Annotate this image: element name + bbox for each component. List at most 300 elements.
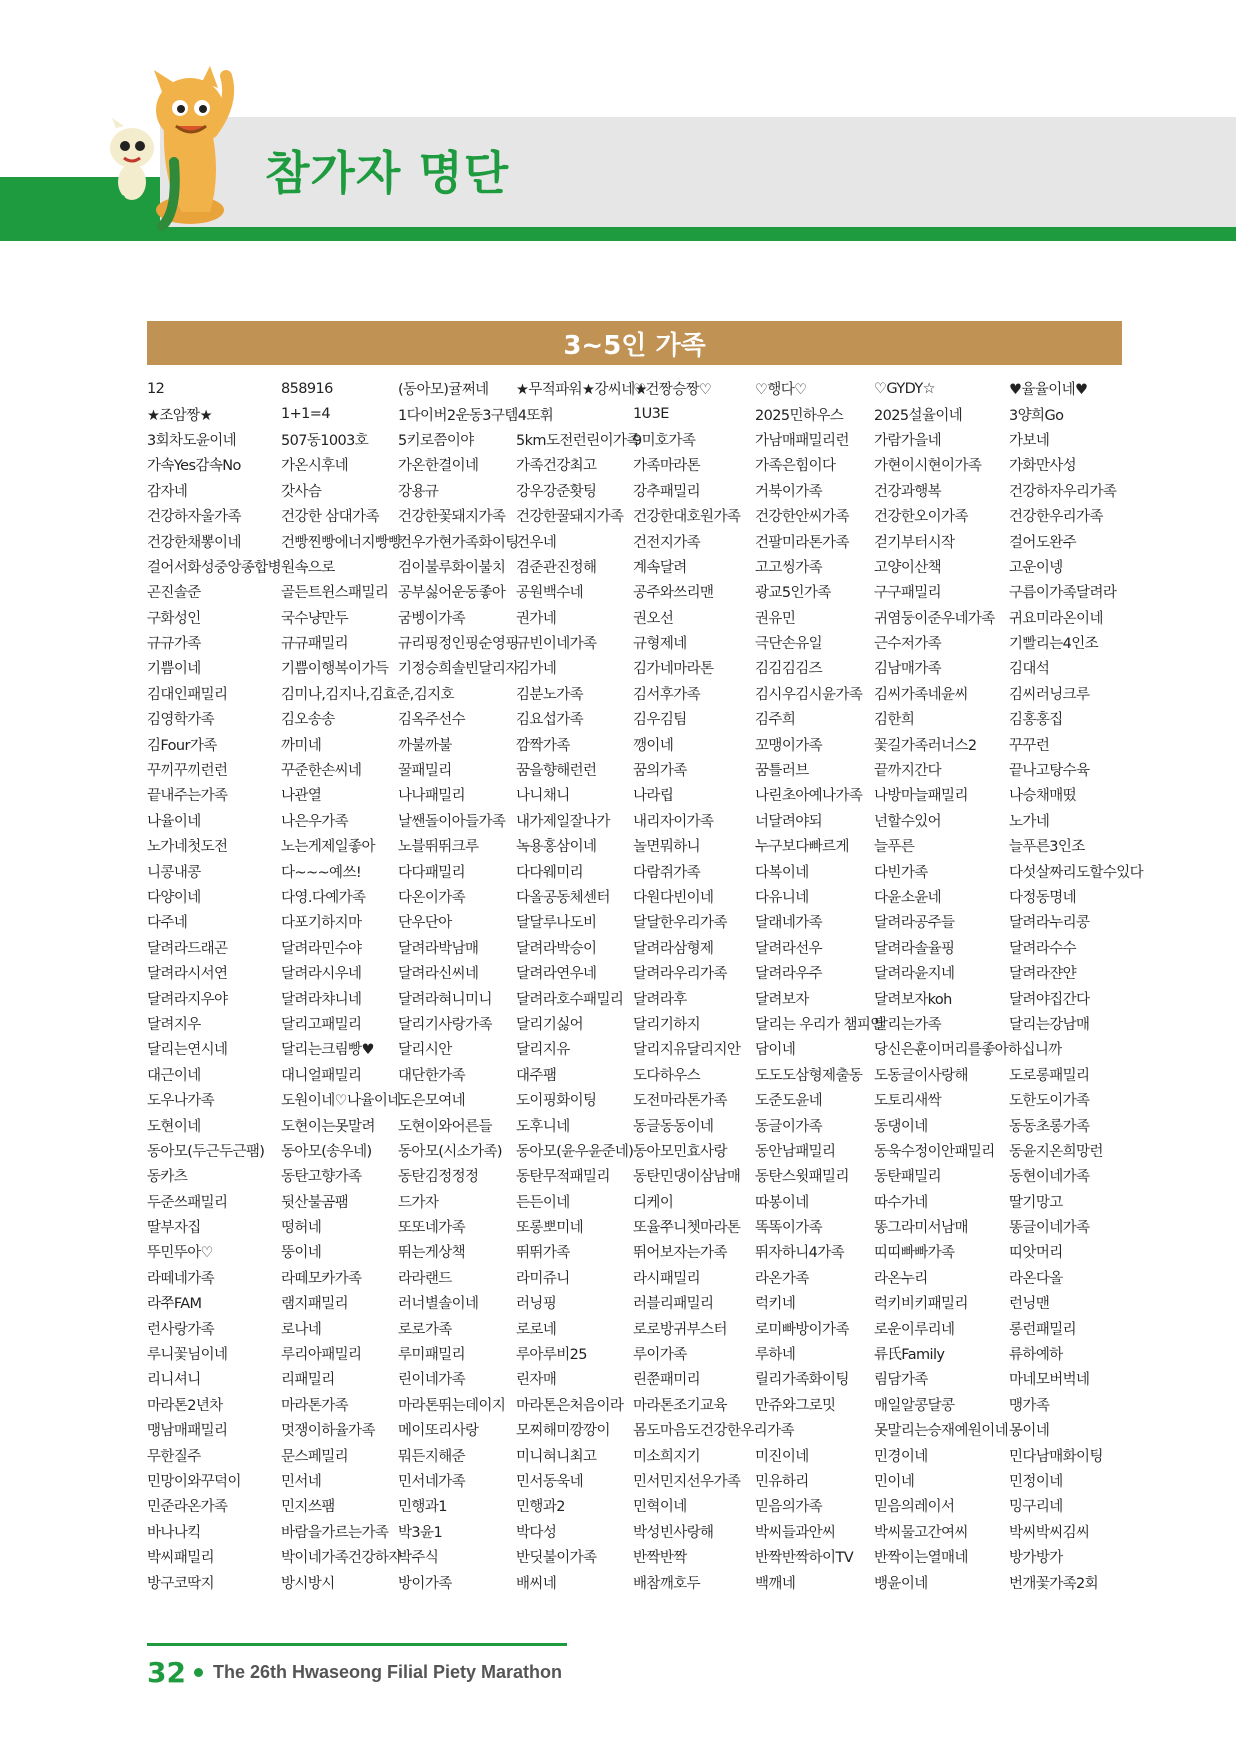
participant-name: 민지쓰팸 (281, 1499, 335, 1516)
participant-name: 1다이버2운동3구템4또휘 (398, 407, 554, 424)
participant-name: 라시패밀리 (633, 1270, 701, 1287)
participant-name: 동글이가족 (755, 1118, 823, 1135)
participant-name: 리니셔니 (147, 1372, 201, 1389)
participant-name: 라떼네가족 (147, 1270, 215, 1287)
participant-name: 달려라윤지네 (874, 966, 955, 983)
participant-name: 꿈의가족 (633, 763, 687, 780)
participant-name: 끝까지간다 (874, 763, 942, 780)
participant-name: 노는게제일좋아 (281, 839, 375, 856)
participant-name: 동욱수정이안패밀리 (874, 1143, 995, 1160)
participant-name: 꿈을향해런런 (516, 763, 597, 780)
participant-name: 김가네마라톤 (633, 661, 714, 678)
participant-name: 박씨물고간여씨 (874, 1524, 968, 1541)
participant-name: 다~~~예쓰! (281, 864, 362, 881)
participant-name: 강추패밀리 (633, 483, 701, 500)
participant-name: 건강한채뽕이네 (147, 534, 241, 551)
participant-name: 귀염둥이준우네가족 (874, 610, 995, 627)
name-row (147, 1569, 1132, 1594)
participant-name: 3양희Go (1009, 407, 1064, 424)
participant-name: 류하예하 (1009, 1347, 1063, 1364)
participant-name: 도다하우스 (633, 1067, 701, 1084)
participant-name: 3회차도윤이네 (147, 432, 237, 449)
participant-name: 겸준관진정해 (516, 559, 597, 576)
participant-name: 박3윤1 (398, 1524, 443, 1541)
name-row (147, 1519, 1132, 1544)
participant-name: ♡건짱승짱♡ (633, 382, 712, 399)
participant-name: 나니채니 (516, 788, 570, 805)
participant-name: 대주팸 (516, 1067, 557, 1084)
participant-name: 김씨러닝크루 (1009, 686, 1090, 703)
participant-name: 김분노가족 (516, 686, 584, 703)
participant-name: 건강한안씨가족 (755, 509, 849, 526)
participant-name: 로미빠방이가족 (755, 1321, 849, 1338)
page-number: 32 (147, 1656, 186, 1689)
participant-name: 기빨리는4인조 (1009, 636, 1099, 653)
name-row (147, 1341, 1132, 1366)
name-row (147, 884, 1132, 909)
participant-name: 건강한우리가족 (1009, 509, 1103, 526)
participant-name: 동아모(시소가족) (398, 1143, 502, 1160)
participant-name: 당신은훈이머리를좋아하십니까 (874, 1042, 1062, 1059)
participant-name: 두준쓰패밀리 (147, 1194, 228, 1211)
participant-name: 건강한꽃돼지가족 (398, 509, 506, 526)
participant-name: 건전지가족 (633, 534, 701, 551)
participant-name: 마네모버벅네 (1009, 1372, 1090, 1389)
participant-name: 딸기망고 (1009, 1194, 1063, 1211)
participant-name: 뛰어보자는가족 (633, 1245, 727, 1262)
participant-name: 달리는연시네 (147, 1042, 228, 1059)
participant-name: 도전마라톤가족 (633, 1093, 727, 1110)
participant-name: 도우나가족 (147, 1093, 215, 1110)
participant-name: 동현이네가족 (1009, 1169, 1090, 1186)
participant-name: 마라톤뛰는데이지 (398, 1397, 506, 1414)
participant-name: 다유니네 (755, 890, 809, 906)
participant-name: 강용규 (398, 483, 439, 500)
participant-name: 김요섭가족 (516, 712, 584, 729)
name-row (147, 1392, 1132, 1417)
mascot-illustration (92, 62, 252, 232)
participant-name: 고운이넹 (1009, 559, 1063, 576)
participant-name: 달려라후 (633, 991, 687, 1008)
participant-name: 김미나,김지나,김효준,김지호 (281, 686, 454, 703)
participant-name: 공주와쓰리맨 (633, 585, 714, 602)
participant-name: 럭키네 (755, 1296, 796, 1313)
participant-name: 달려라지우야 (147, 991, 228, 1008)
participant-name: 다주네 (147, 915, 188, 932)
participant-name: 민행과1 (398, 1499, 447, 1516)
participant-name: 달래네가족 (755, 915, 823, 932)
participant-name: 규리핑정인핑순영핑 (398, 636, 519, 653)
participant-name: 또롱뽀미네 (516, 1220, 584, 1237)
participant-name: 똥글이네가족 (1009, 1220, 1090, 1237)
participant-name: 권오선 (633, 610, 674, 627)
name-row (147, 1087, 1132, 1112)
participant-name: 녹용홍삼이네 (516, 839, 597, 856)
participant-name: 고양이산책 (874, 559, 942, 576)
participant-name: 도이핑화이팅 (516, 1093, 597, 1110)
participant-name: 김가네 (516, 661, 557, 678)
participant-name: 걸어도완주 (1009, 534, 1077, 551)
participant-name: 미니혀니최고 (516, 1448, 597, 1465)
name-row (147, 833, 1132, 858)
participant-name: 민서네 (281, 1473, 322, 1490)
participant-name: 걷기부터시작 (874, 534, 955, 551)
participant-name: 민다남매화이팅 (1009, 1448, 1103, 1465)
participant-name: 달려라신씨네 (398, 966, 479, 983)
participant-name: 김서후가족 (633, 686, 701, 703)
participant-name: 가속Yes감속No (147, 458, 241, 475)
participant-name: 달달한우리가족 (633, 915, 727, 932)
participant-name: 가화만사성 (1009, 458, 1077, 475)
participant-name: 달리시안 (398, 1042, 452, 1059)
participant-name: 라떼모카가족 (281, 1270, 362, 1287)
participant-name: 똥그라미서남매 (874, 1220, 968, 1237)
participant-name: 달려라민수야 (281, 940, 362, 957)
name-row (147, 1544, 1132, 1569)
participant-name: 또율쭈니쳇마라톤 (633, 1220, 741, 1237)
participant-name: 니콩내콩 (147, 864, 201, 881)
participant-name: 달리지유달리지안 (633, 1042, 741, 1059)
participant-name: 못말리는승재예원이네 (874, 1423, 1009, 1440)
participant-name: 몽이네 (1009, 1423, 1050, 1440)
participant-name: 뒷산불곰팸 (281, 1194, 349, 1211)
participant-name: 김옥주선수 (398, 712, 466, 729)
participant-name: 릴리가족화이팅 (755, 1372, 849, 1389)
name-row (147, 655, 1132, 680)
participant-name: 1+1=4 (281, 406, 330, 423)
participant-name: 다온이가족 (398, 890, 466, 906)
participant-name: 달려라우주 (755, 966, 823, 983)
participant-name: 구구패밀리 (874, 585, 942, 602)
participant-name: 도원이네♡나율이네 (281, 1093, 401, 1110)
participant-name: 동안남패밀리 (755, 1143, 836, 1160)
participant-name: 뱅윤이네 (874, 1575, 928, 1592)
participant-name: 규규패밀리 (281, 636, 349, 653)
participant-name: 다다패밀리 (398, 864, 466, 881)
participant-name: 담이네 (755, 1042, 796, 1059)
participant-name: 마라톤조기교육 (633, 1397, 727, 1414)
participant-name: 거북이가족 (755, 483, 823, 500)
participant-name: 달리는가족 (874, 1016, 942, 1033)
participant-name: 꼬맹이가족 (755, 737, 823, 754)
participant-name: 김오송송 (281, 712, 335, 729)
participant-name: 건강하자우리가족 (1009, 483, 1117, 500)
participant-name: 린이네가족 (398, 1372, 466, 1389)
participant-name: 구름이가족달려라 (1009, 585, 1117, 602)
participant-name: 박주식 (398, 1550, 439, 1567)
participant-name: 가람가을네 (874, 432, 942, 449)
participant-name: 마라톤은처음이라 (516, 1397, 624, 1414)
participant-name: 기쁨이네 (147, 661, 201, 678)
participant-name: 대근이네 (147, 1067, 201, 1084)
participant-name: 뚱이네 (281, 1245, 322, 1262)
participant-name: 꾸준한손씨네 (281, 763, 362, 780)
name-row (147, 706, 1132, 731)
participant-name: 걸어서화성중앙종합병원속으로 (147, 559, 335, 576)
participant-name: 날쌘돌이아들가족 (398, 813, 506, 830)
participant-name: ★조암짱★ (147, 407, 213, 424)
participant-name: 민이네 (874, 1473, 915, 1490)
participant-name: 도도도삼형제출동 (755, 1067, 863, 1084)
participant-name: 12 (147, 380, 165, 397)
name-row (147, 1290, 1132, 1315)
participant-name: 건우가현가족화이팅 (398, 534, 519, 551)
name-row (147, 1468, 1132, 1493)
participant-name: 모찌해미깡깡이 (516, 1423, 610, 1440)
participant-name: 달리기하지 (633, 1016, 701, 1033)
participant-name: 동윤지온희망런 (1009, 1143, 1103, 1160)
name-row (147, 1417, 1132, 1442)
participant-name: 달려라연우네 (516, 966, 597, 983)
participant-name: 바람을가르는가족 (281, 1524, 389, 1541)
participant-name: 민망이와꾸덕이 (147, 1473, 241, 1490)
name-row (147, 1189, 1132, 1214)
participant-name: 루이가족 (633, 1347, 687, 1364)
participant-name: 건빵찐빵에너지빵빵 (281, 534, 402, 551)
participant-name: 달려야집간다 (1009, 991, 1090, 1008)
participant-name: 달려라혀니미니 (398, 991, 492, 1008)
participant-name: 꿀패밀리 (398, 763, 452, 780)
participant-name: 뛰자하니4가족 (755, 1245, 845, 1262)
participant-name: 달리는 우리가 챔피언 (755, 1016, 884, 1033)
participant-name: 달려라챠니네 (281, 991, 362, 1008)
participant-name: 가족건강최고 (516, 458, 597, 475)
participant-name: 다윤소윤네 (874, 890, 942, 906)
name-row (147, 1442, 1132, 1467)
participant-name: 달려라시서연 (147, 966, 228, 983)
participant-name: 858916 (281, 380, 333, 397)
participant-name: 꿈틀러브 (755, 763, 809, 780)
participant-name: 만쥬와그로밋 (755, 1397, 836, 1414)
participant-name: 507동1003호 (281, 432, 369, 449)
participant-name: 미진이네 (755, 1448, 809, 1465)
participant-name: 동탄민댕이삼남매 (633, 1169, 741, 1186)
participant-name: 2025민하우스 (755, 407, 844, 424)
participant-name: 라온다올 (1009, 1270, 1063, 1287)
participant-name: 달리는크림빵♥ (281, 1042, 374, 1059)
participant-name: 나승채매떴 (1009, 788, 1077, 805)
participant-name: 늘푸른 (874, 839, 915, 856)
participant-name: 김우김팀 (633, 712, 687, 729)
participant-name: 또또네가족 (398, 1220, 466, 1237)
participant-name: 가온시후네 (281, 458, 349, 475)
participant-name: 동탄무적패밀리 (516, 1169, 610, 1186)
participant-name: 나린초아예나가족 (755, 788, 863, 805)
participant-name: 러닝핑 (516, 1296, 557, 1313)
participant-name: 다섯살짜리도할수있다 (1009, 864, 1144, 881)
participant-name: 방시방시 (281, 1575, 335, 1592)
participant-name: ♡행다♡ (755, 382, 807, 399)
section-header-bar (147, 321, 1122, 365)
participant-name: 늘푸른3인조 (1009, 839, 1085, 856)
participant-name: 루하네 (755, 1347, 796, 1364)
participant-name: 떵허네 (281, 1220, 322, 1237)
participant-name: 다영.다예가족 (281, 890, 366, 906)
participant-name: 배씨네 (516, 1575, 557, 1592)
participant-name: 감자네 (147, 483, 188, 500)
participant-name: 뛰뛰가족 (516, 1245, 570, 1262)
participant-name: 동아모(두근두근팸) (147, 1143, 265, 1160)
participant-name: 로로가족 (398, 1321, 452, 1338)
participant-name: 럭키비키패밀리 (874, 1296, 968, 1313)
participant-name: 든든이네 (516, 1194, 570, 1211)
participant-name: 로로방귀부스터 (633, 1321, 727, 1338)
participant-name: 동카츠 (147, 1169, 188, 1186)
name-row (147, 427, 1132, 452)
participant-name: 동탄김정정정 (398, 1169, 479, 1186)
participant-name: 런사랑가족 (147, 1321, 215, 1338)
participant-name: 방구코딱지 (147, 1575, 215, 1592)
participant-name: 권유민 (755, 610, 796, 627)
participant-name: 달려지우 (147, 1016, 201, 1033)
participant-name: 내리자이가족 (633, 813, 714, 830)
participant-name: 라쭈FAM (147, 1296, 202, 1313)
participant-name: 도현이와어른들 (398, 1118, 492, 1135)
name-row (147, 1265, 1132, 1290)
footer-bullet-icon (194, 1668, 203, 1677)
footer-rule (147, 1643, 567, 1646)
participant-name: 민정이네 (1009, 1473, 1063, 1490)
participant-name: 김남매가족 (874, 661, 942, 678)
name-row (147, 985, 1132, 1010)
participant-name: 동탄고향가족 (281, 1169, 362, 1186)
name-row (147, 1036, 1132, 1061)
participant-name: 나방마늘패밀리 (874, 788, 968, 805)
name-row (147, 605, 1132, 630)
participant-name: 동탄패밀리 (874, 1169, 942, 1186)
participant-name: 귀요미라온이네 (1009, 610, 1103, 627)
participant-name: 민서네가족 (398, 1473, 466, 1490)
participant-name: 나라립 (633, 788, 674, 805)
name-row (147, 401, 1132, 426)
participant-name: 도로롱패밀리 (1009, 1067, 1090, 1084)
participant-name: 끝내주는가족 (147, 788, 228, 805)
participant-name: 강우강준홧팅 (516, 483, 597, 500)
name-row (147, 630, 1132, 655)
name-row (147, 1239, 1132, 1264)
participant-name: 린쭌패미리 (633, 1372, 701, 1389)
participant-name: 동동초롱가족 (1009, 1118, 1090, 1135)
participant-name: 민행과2 (516, 1499, 565, 1516)
participant-name: 공원백수네 (516, 585, 584, 602)
participant-name: 규형제네 (633, 636, 687, 653)
participant-name: 다람쥐가족 (633, 864, 701, 881)
participant-name: 동댕이네 (874, 1118, 928, 1135)
participant-name: 내가제일잘나가 (516, 813, 610, 830)
participant-name: 루미패밀리 (398, 1347, 466, 1364)
participant-name: 뭐든지해준 (398, 1448, 466, 1465)
participant-name: 도은모여네 (398, 1093, 466, 1110)
participant-name: 공부싫어운동좋아 (398, 585, 506, 602)
participant-name: 건팔미라톤가족 (755, 534, 849, 551)
participant-name: 가보네 (1009, 432, 1050, 449)
participant-name: 규빈이네가족 (516, 636, 597, 653)
participant-name: 달리고패밀리 (281, 1016, 362, 1033)
participant-name: 꾸꾸런 (1009, 737, 1050, 754)
footer-subtitle: The 26th Hwaseong Filial Piety Marathon (212, 1662, 563, 1682)
participant-name: 라라랜드 (398, 1270, 452, 1287)
participant-name: 김Four가족 (147, 737, 217, 754)
participant-name: 누구보다빠르게 (755, 839, 849, 856)
participant-name: 도현이는못말려 (281, 1118, 375, 1135)
name-row (147, 1138, 1132, 1163)
participant-name: 달리는강남매 (1009, 1016, 1090, 1033)
name-row (147, 858, 1144, 883)
participant-name: 달달루나도비 (516, 915, 597, 932)
participant-name: 검이불루화이불치 (398, 559, 506, 576)
name-row (147, 528, 1132, 553)
participant-name: 밍구리네 (1009, 1499, 1063, 1516)
participant-name: 다원다빈이네 (633, 890, 714, 906)
participant-name: 갓사슴 (281, 483, 322, 500)
participant-name: 나은우가족 (281, 813, 349, 830)
participant-name: 고고씽가족 (755, 559, 823, 576)
participant-name: 달려라드래곤 (147, 940, 228, 957)
participant-name: 동아모(송우네) (281, 1143, 372, 1160)
participant-name: 김시우김시윤가족 (755, 686, 863, 703)
participant-name: 놀면뭐하니 (633, 839, 701, 856)
name-row (147, 554, 1132, 579)
participant-name: 드가자 (398, 1194, 439, 1211)
participant-name: 대니얼패밀리 (281, 1067, 362, 1084)
participant-name: 노블뛰뛰크루 (398, 839, 479, 856)
participant-name: 루리아패밀리 (281, 1347, 362, 1364)
name-row (147, 731, 1132, 756)
participant-name: 러블리패밀리 (633, 1296, 714, 1313)
participant-name: 바나나킥 (147, 1524, 201, 1541)
participant-name: 달려라쟌얀 (1009, 966, 1077, 983)
name-row (147, 935, 1132, 960)
participant-name: 도한도이가족 (1009, 1093, 1090, 1110)
participant-name: 김영학가족 (147, 712, 215, 729)
participant-name: 믿음의가족 (755, 1499, 823, 1516)
participant-name: 라미쥬니 (516, 1270, 570, 1287)
participant-name: 국수냥만두 (281, 610, 349, 627)
participant-name: 달려라삼형제 (633, 940, 714, 957)
participant-name: 2025설율이네 (874, 407, 963, 424)
participant-name: 디케이 (633, 1194, 674, 1211)
participant-name: 가족은힘이다 (755, 458, 836, 475)
name-row (147, 452, 1132, 477)
participant-name: 노가네첫도전 (147, 839, 228, 856)
participant-name: 믿음의레이서 (874, 1499, 955, 1516)
participant-name: 5km도전런린이가족 (516, 432, 640, 449)
participant-name: 류氏Family (874, 1347, 945, 1364)
participant-name: 건강하자울가족 (147, 509, 241, 526)
participant-name: 메이또리사랑 (398, 1423, 479, 1440)
participant-name: 동탄스윗패밀리 (755, 1169, 849, 1186)
name-row (147, 478, 1132, 503)
participant-name: 똑똑이가족 (755, 1220, 823, 1237)
participant-name: 방이가족 (398, 1575, 452, 1592)
participant-name: 다다웨미리 (516, 864, 584, 881)
participant-name: 건강과행복 (874, 483, 942, 500)
participant-name: 가족마라톤 (633, 458, 701, 475)
participant-name: 너달려야되 (755, 813, 823, 830)
participant-name: 9미호가족 (633, 432, 696, 449)
participant-name: 루니꽃님이네 (147, 1347, 228, 1364)
name-row (147, 757, 1132, 782)
participant-name: 골든트윈스패밀리 (281, 585, 389, 602)
participant-name: 박씨패밀리 (147, 1550, 215, 1567)
participant-name: 꾸끼꾸끼런런 (147, 763, 228, 780)
participant-name: 몸도마음도건강한우리가족 (633, 1423, 794, 1440)
participant-name: 깽이네 (633, 737, 674, 754)
participant-name: 뛰는게상책 (398, 1245, 466, 1262)
participant-name: 권가네 (516, 610, 557, 627)
participant-name: 김주희 (755, 712, 796, 729)
name-row (147, 782, 1132, 807)
